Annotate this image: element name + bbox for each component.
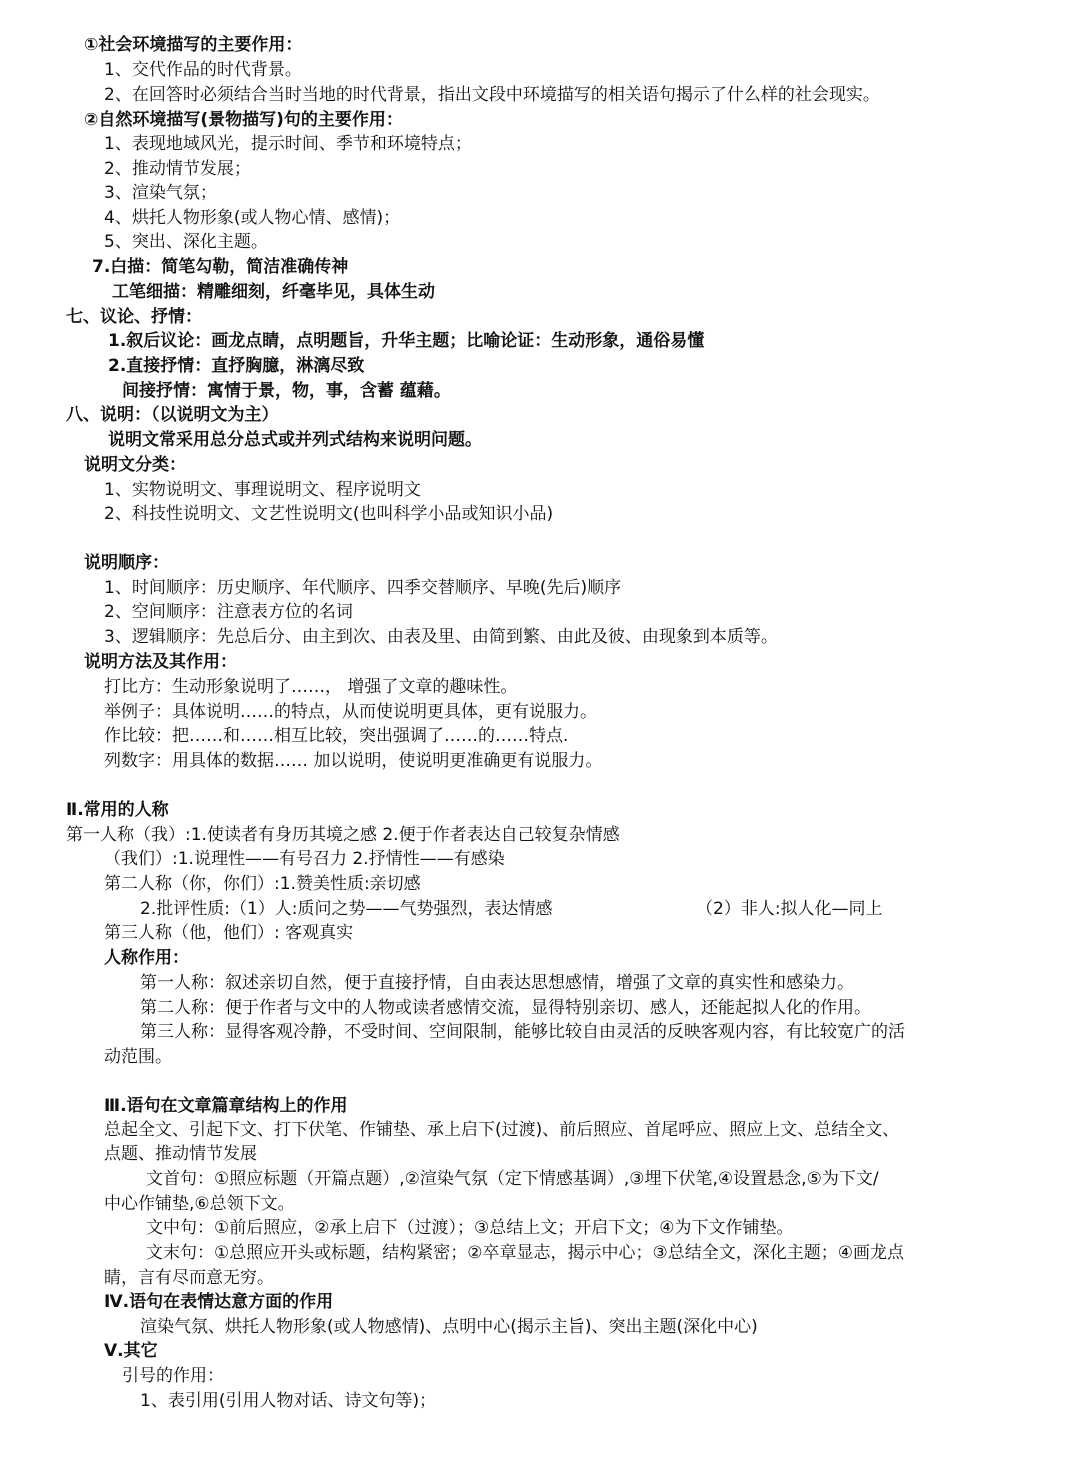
text-line: 2、推动情节发展；: [104, 159, 251, 179]
text-line: 打比方：生动形象说明了……， 增强了文章的趣味性。: [104, 677, 518, 697]
heading-social-environment: ①社会环境描写的主要作用：: [84, 35, 303, 55]
text-line: 第一人称（我）:1.使读者有身历其境之感 2.便于作者表达自己较复杂情感: [66, 825, 620, 845]
section-heading-ii: Ⅱ.常用的人称: [66, 800, 169, 820]
text-line: 第一人称：叙述亲切自然，便于直接抒情，自由表达思想感情，增强了文章的真实性和感染力。: [140, 973, 854, 993]
text-line: 说明文常采用总分总式或并列式结构来说明问题。: [108, 430, 482, 450]
text-line: 总起全文、引起下文、打下伏笔、作铺垫、承上启下(过渡)、前后照应、首尾呼应、照应上文、总结全文、: [104, 1120, 900, 1140]
text-line: 1、实物说明文、事理说明文、程序说明文: [104, 480, 421, 500]
section-heading-7: 七、议论、抒情：: [66, 307, 202, 327]
text-line: 2、在回答时必须结合当时当地的时代背景，指出文段中环境描写的相关语句揭示了什么样的社会现实。: [104, 85, 880, 105]
subheading-methods: 说明方法及其作用：: [84, 652, 237, 672]
subheading-person-function: 人称作用：: [104, 948, 189, 968]
text-line: 文末句：①总照应开头或标题，结构紧密；②卒章显志，揭示中心；③总结全文，深化主题；④画龙点: [146, 1243, 904, 1263]
text-line: 渲染气氛、烘托人物形象(或人物感情)、点明中心(揭示主旨)、突出主题(深化中心): [140, 1317, 758, 1337]
text-line: 1、时间顺序：历史顺序、年代顺序、四季交替顺序、早晚(先后)顺序: [104, 578, 622, 598]
subheading-classification: 说明文分类：: [84, 455, 186, 475]
text-line: 第二人称（你，你们）:1.赞美性质:亲切感: [104, 874, 421, 894]
text-line: 4、烘托人物形象(或人物心情、感情)；: [104, 208, 401, 228]
text-line: 举例子：具体说明……的特点，从而使说明更具体，更有说服力。: [104, 702, 597, 722]
text-line: 2.直接抒情：直抒胸臆，淋漓尽致: [108, 356, 365, 376]
section-heading-iv: Ⅳ.语句在表情达意方面的作用: [104, 1292, 334, 1312]
section-heading-8: 八、说明：（以说明文为主）: [66, 405, 279, 425]
heading-natural-environment: ②自然环境描写(景物描写)句的主要作用：: [84, 110, 403, 130]
text-line: 作比较：把……和……相互比较，突出强调了……的……特点.: [104, 726, 569, 746]
text-line: 文中句：①前后照应，②承上启下（过渡）；③总结上文；开启下文；④为下文作铺垫。: [146, 1218, 794, 1238]
text-line: 睛，言有尽而意无穷。: [104, 1268, 274, 1288]
text-line: 2、空间顺序：注意表方位的名词: [104, 602, 353, 622]
text-line: 2.批评性质:（1）人:质问之势——气势强烈，表达情感: [140, 899, 553, 919]
text-line: 工笔细描：精雕细刻，纤毫毕见，具体生动: [112, 282, 435, 302]
section-heading-v: Ⅴ.其它: [104, 1341, 158, 1361]
text-line: 间接抒情：寓情于景，物，事，含蓄 蕴藉。: [122, 381, 451, 401]
text-line: 文首句：①照应标题（开篇点题）,②渲染气氛（定下情感基调）,③埋下伏笔,④设置悬念,⑤为下文/: [146, 1169, 879, 1189]
text-line: （2）非人:拟人化—同上: [696, 899, 883, 919]
section-heading-iii: Ⅲ.语句在文章篇章结构上的作用: [104, 1096, 348, 1116]
subheading-quotation-marks: 引号的作用：: [122, 1366, 224, 1386]
text-line: 3、逻辑顺序：先总后分、由主到次、由表及里、由简到繁、由此及彼、由现象到本质等。: [104, 627, 778, 647]
text-line: （我们）:1.说理性——有号召力 2.抒情性——有感染: [104, 849, 505, 869]
text-line: 第二人称：便于作者与文中的人物或读者感情交流，显得特别亲切、感人，还能起拟人化的作用。: [140, 998, 871, 1018]
text-line: 中心作铺垫,⑥总领下文。: [104, 1194, 295, 1214]
text-line: 1、交代作品的时代背景。: [104, 60, 302, 80]
text-line: 1、表引用(引用人物对话、诗文句等)；: [140, 1391, 437, 1411]
text-line: 1.叙后议论：画龙点睛，点明题旨，升华主题；比喻论证：生动形象，通俗易懂: [108, 331, 705, 351]
text-line: 2、科技性说明文、文艺性说明文(也叫科学小品或知识小品): [104, 504, 554, 524]
subheading-order: 说明顺序：: [84, 553, 169, 573]
text-line: 点题、推动情节发展: [104, 1144, 257, 1164]
text-line: 1、表现地域风光，提示时间、季节和环境特点；: [104, 134, 472, 154]
text-line: 3、渲染气氛；: [104, 183, 217, 203]
text-line: 第三人称（他，他们）: 客观真实: [104, 923, 354, 943]
text-line: 5、突出、深化主题。: [104, 232, 268, 252]
text-line: 列数字：用具体的数据…… 加以说明，使说明更准确更有说服力。: [104, 751, 603, 771]
text-line: 动范围。: [104, 1047, 172, 1067]
heading-baimiao: 7.白描：简笔勾勒，简洁准确传神: [92, 257, 349, 277]
text-line: 第三人称：显得客观冷静，不受时间、空间限制，能够比较自由灵活的反映客观内容，有比较宽广的活: [140, 1022, 905, 1042]
